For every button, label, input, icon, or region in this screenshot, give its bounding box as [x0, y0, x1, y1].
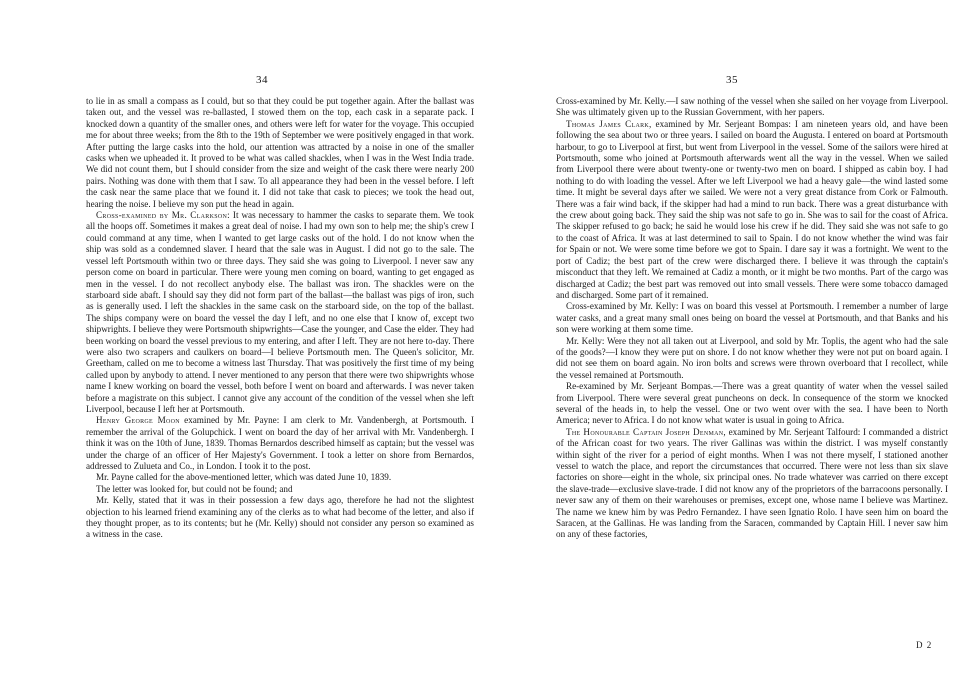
- paragraph: Mr. Kelly, stated that it was in their possession a few days ago, therefore he had not the slightest objection to his learned friend examining any of the clerks as to what had become of the letter, and also if they thought proper, as to its contents; but he (Mr. Kelly) should not consider any person so examined as a witness in the case.: [86, 495, 474, 540]
- paragraph: to lie in as small a compass as I could, but so that they could be put together again. After the ballast was taken out, and the vessel was re-ballasted, I stowed them on the top, each cask in a separate pack. I knocked down a quantity of the smaller ones, and others were left for water for the voyage. This occupied me for about three weeks; from the 8th to the 19th of September we were positively engaged in that work. After putting the large casks into the hold, our attention was attracted by a noise in one of the smaller casks when we upheaded it. It proved to be what was called shackles, when I was in the West India trade. We did not count them, but I should consider from the size and weight of the cask there were nearly 200 pairs. Nothing was done with them that I saw. To all appearance they had been in the vessel before. I left the cask near the same place that we found it. I did not take that cask to pieces; we took the head out, hearing the noise. I believe my son put the head in again.: [86, 96, 474, 209]
- right-page-text: [556, 96, 948, 541]
- paragraph: Mr. Kelly: Were they not all taken out at Liverpool, and sold by Mr. Toplis, the agent who had the sale of the goods?—I know they were put on shore. I do not know whether they were not put on board again. I did not see them on board again. No iron bolts and screws were thrown overboard that I recollect, while the vessel remained at Portsmouth.: [556, 335, 948, 380]
- paragraph: Cross-examined by Mr. Clarkson: It was necessary to hammer the casks to separate them. We took all the hoops off. Sometimes it makes a great deal of noise. I had my own son to help me; the ship's crew I could command at any time, when I wanted to get large casks out of the hold. I do not know when the ship was sold as a condemned slaver. I heard that the sale was in August. I did not go to the sale. The vessel left Portsmouth within two or three days. They said she was going to Liverpool. I never saw any person come on board in particular. There were young men coming on board, wanting to get engaged as men in the vessel. I do not recollect anybody else. The ballast was iron. The shackles were on the starboard side abaft. I should say they did not form part of the ballast—the ballast was pigs of iron, such as is generally used. I left the shackles in the same cask on the starboard side, on the top of the ballast. The ships company were on board the vessel the day I left, and no one else that I know of, except two shipwrights. I believe they were Portsmouth shipwrights—Case the younger, and Case the elder. They had been working on board the vessel previous to my entering, and after I left. They are not here to-day. There were also two scrapers and caulkers on board—I believe Portsmouth men. The Queen's solicitor, Mr. Greetham, called on me to become a witness last Thursday. That was positively the first time of my being called upon by anybody to attend. I never mentioned to any person that there were two shipwrights whose name I knew working on board the vessel, both before I went on board and afterwards. I was never taken before a magistrate on this subject. I cannot give any account of the condition of the vessel when she left Liverpool, because I left her at Portsmouth.: [86, 210, 474, 414]
- paragraph: Cross-examined by Mr. Kelly.—I saw nothing of the vessel when she sailed on her voyage from Liverpool. She was ultimately given up to the Russian Government, with her papers.: [556, 96, 948, 118]
- paragraph: The Honourable Captain Joseph Denman, examined by Mr. Serjeant Talfourd: I commanded a district of the African coast for two years. The river Gallinas was within the district. I was myself constantly within sight of the river for a period of eight months. When I was not there myself, I stationed another vessel to watch the place, and report the circumstances that occurred. There were not less than six slave factories on shore—eight in the whole, six principal ones. No trade whatever was carried on there except the slave-trade—exclusive slave-trade. I did not know any of the proprietors of the barracoons personally. I never saw any of them on their warehouses or premises, except one, whose name I believe was Martinez. The name we knew him by was Pedro Fernandez. I have seen Ignatio Rolo. I have seen him on board the Saracen, at the Gallinas. He was landing from the Saracen, commanded by Captain Hill. I never saw him on any of these factories,: [556, 426, 948, 540]
- speaker: The Honourable Captain Joseph Denman,: [566, 426, 726, 437]
- signature-mark: D 2: [916, 640, 933, 650]
- speaker: Henry George Moon: [96, 415, 180, 426]
- paragraph: The letter was looked for, but could not be found; and: [96, 483, 293, 494]
- left-page-number: 34: [256, 74, 268, 86]
- left-page-text: [86, 96, 474, 541]
- speaker: Cross-examined by Mr. Clarkson:: [96, 210, 230, 221]
- paragraph: Mr. Payne called for the above-mentioned letter, which was dated June 10, 1839.: [96, 472, 392, 483]
- paragraph: Re-examined by Mr. Serjeant Bompas.—There was a great quantity of water when the vessel sailed from Liverpool. There were several great puncheons on deck. In consequence of the storm we knocked several of the heads in, to help the vessel. One or two went over with the sea. I have been to North America; never to Africa. I do not know what water is usual in going to Africa.: [556, 381, 948, 426]
- right-page-number: 35: [726, 74, 738, 86]
- speaker: Thomas James Clark,: [566, 118, 652, 129]
- paragraph: Cross-examined by Mr. Kelly: I was on board this vessel at Portsmouth. I remember a number of large water casks, and a great many small ones being on board the vessel at Portsmouth, and that Banks and his son were working at them some time.: [556, 301, 948, 335]
- paragraph: Henry George Moon examined by Mr. Payne: I am clerk to Mr. Vandenbergh, at Portsmouth. I remember the arrival of the Golupchick. I went on board the day of her arrival with Mr. Vandenbergh. I think it was on the 10th of June, 1839. Thomas Bernardos described himself as captain; but the vessel was under the charge of an officer of Her Majesty's Government. I took a letter on shore from Bernardos, addressed to Zulueta and Co., in London. I took it to the post.: [86, 415, 474, 471]
- paragraph: Thomas James Clark, examined by Mr. Serjeant Bompas: I am nineteen years old, and have been following the sea about two or three years. I sailed on board the Augusta. I entered on board at Portsmouth harbour, to go to Liverpool at first, but went from Liverpool in the vessel. Some of the sailors were hired at Portsmouth, some who joined at Portsmouth afterwards went all the way in the vessel. When we sailed from Liverpool there were about twenty-one or twenty-two men on board. I shipped as cabin boy. I had nothing to do with loading the vessel. After we left Liverpool we had a heavy gale—the wind lasted some time. It might be several days after we sailed. We were not a very great distance from Cork or Falmouth. There was a fair wind back, if the skipper had had a mind to run back. There was a great disturbance with the crew about going back. They said the ship was not safe to go in. She was to sail for the coast of Africa. The skipper refused to go back; he said he would lose his crew if he did. They said she was not safe to go to the coast of Africa. It was at last determined to sail to Spain. I do not know whether the wind was fair for Spain or not. We were some time before we got to Spain. I dare say it was a fortnight. We went to the port of Cadiz; the best part of the crew were discharged there. I believe it was through the captain's misconduct that they left. We remained at Cadiz a month, or it might be two months. Part of the cargo was discharged at Cadiz; the best part was removed out into small vessels. There were some tobacco damaged and discharged. Some part of it remained.: [556, 118, 948, 300]
